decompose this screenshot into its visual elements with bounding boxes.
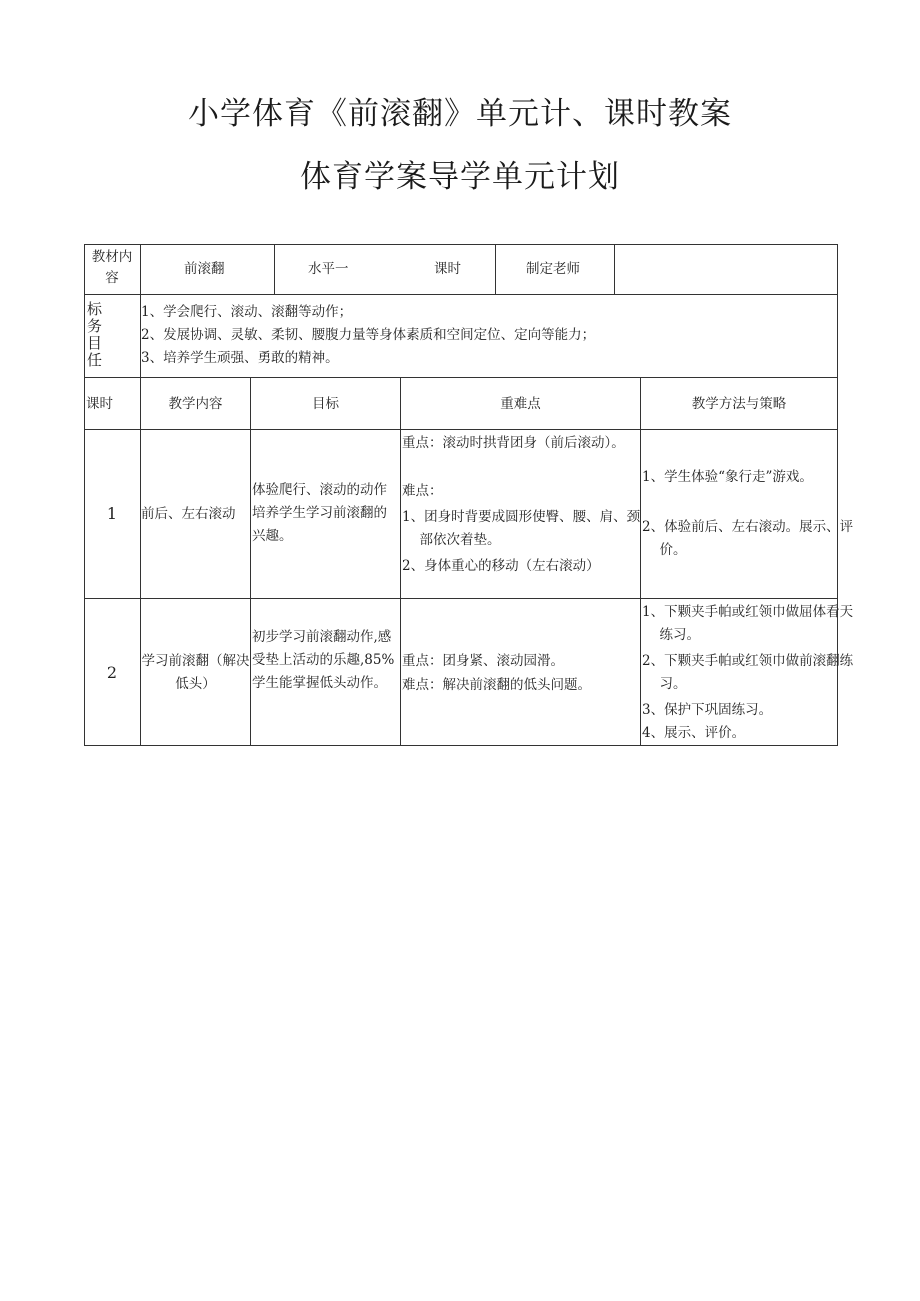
column-header-methods: 教学方法与策略 [691,396,787,412]
table-rule [274,244,275,295]
level-value: 水平一 [308,261,349,277]
row2-lesson: 2 [106,663,118,682]
goal-item-1: 1、学会爬行、滚动、滚翻等动作； [141,304,353,320]
column-header-key-points: 重难点 [500,396,541,412]
row2-method-1: 1、下颗夹手帕或红领巾做屈体看天练习。 [642,604,854,643]
column-header-lesson: 课时 [86,396,113,412]
row2-method-4: 4、展示、评价。 [642,725,746,741]
page-subtitle: 体育学案导学单元计划 [300,159,620,195]
table-rule [614,244,615,295]
table-rule [84,377,838,378]
teacher-label: 制定老师 [526,261,580,277]
row2-key-line-2: 难点：解决前滚翻的低头问题。 [402,677,591,693]
row1-method-1: 1、学生体验“象行走”游戏。 [642,469,813,485]
goal-item-2: 2、发展协调、灵敏、柔韧、腰腹力量等身体素质和空间定位、定向等能力； [141,327,596,343]
row1-content: 前后、左右滚动 [141,506,236,522]
row1-key-line-4: 2、身体重心的移动（左右滚动） [402,558,600,574]
row1-key-line-3: 1、团身时背要成圆形使臀、腰、肩、颈部依次着垫。 [402,509,641,548]
table-rule [250,377,251,746]
material-value: 前滚翻 [184,261,225,277]
row1-method-2: 2、体验前后、左右滚动。展示、评价。 [642,519,854,558]
table-rule [84,244,838,245]
row2-content: 学习前滚翻（解决低头） [141,653,250,692]
table-rule [400,377,401,746]
table-rule [495,244,496,295]
row2-method-2: 2、下颗夹手帕或红领巾做前滚翻练习。 [642,653,854,692]
table-rule [84,598,838,599]
table-rule [84,294,838,295]
page-title: 小学体育《前滚翻》单元计、课时教案 [188,96,732,132]
row1-lesson: 1 [106,504,118,523]
row2-target: 初步学习前滚翻动作,感受垫上活动的乐趣,85%学生能掌握低头动作。 [252,629,395,691]
row1-key-line-2: 难点： [402,483,443,499]
material-label: 教材内容 [91,249,133,286]
row2-key-line-1: 重点：团身紧、滚动园滑。 [402,653,564,669]
lesson-plan-table [84,244,854,746]
column-header-target: 目标 [312,396,339,412]
goals-label: 标务目任 [87,300,103,369]
row1-target: 体验爬行、滚动的动作培养学生学习前滚翻的兴趣。 [252,482,387,544]
column-header-content: 教学内容 [168,396,223,412]
table-rule [84,745,838,746]
goal-item-3: 3、培养学生顽强、勇敢的精神。 [141,350,339,366]
row1-key-line-1: 重点：滚动时拱背团身（前后滚动）。 [402,435,625,451]
lesson-count-label: 课时 [434,261,461,277]
table-rule [84,429,838,430]
row2-method-3: 3、保护下巩固练习。 [642,702,773,718]
